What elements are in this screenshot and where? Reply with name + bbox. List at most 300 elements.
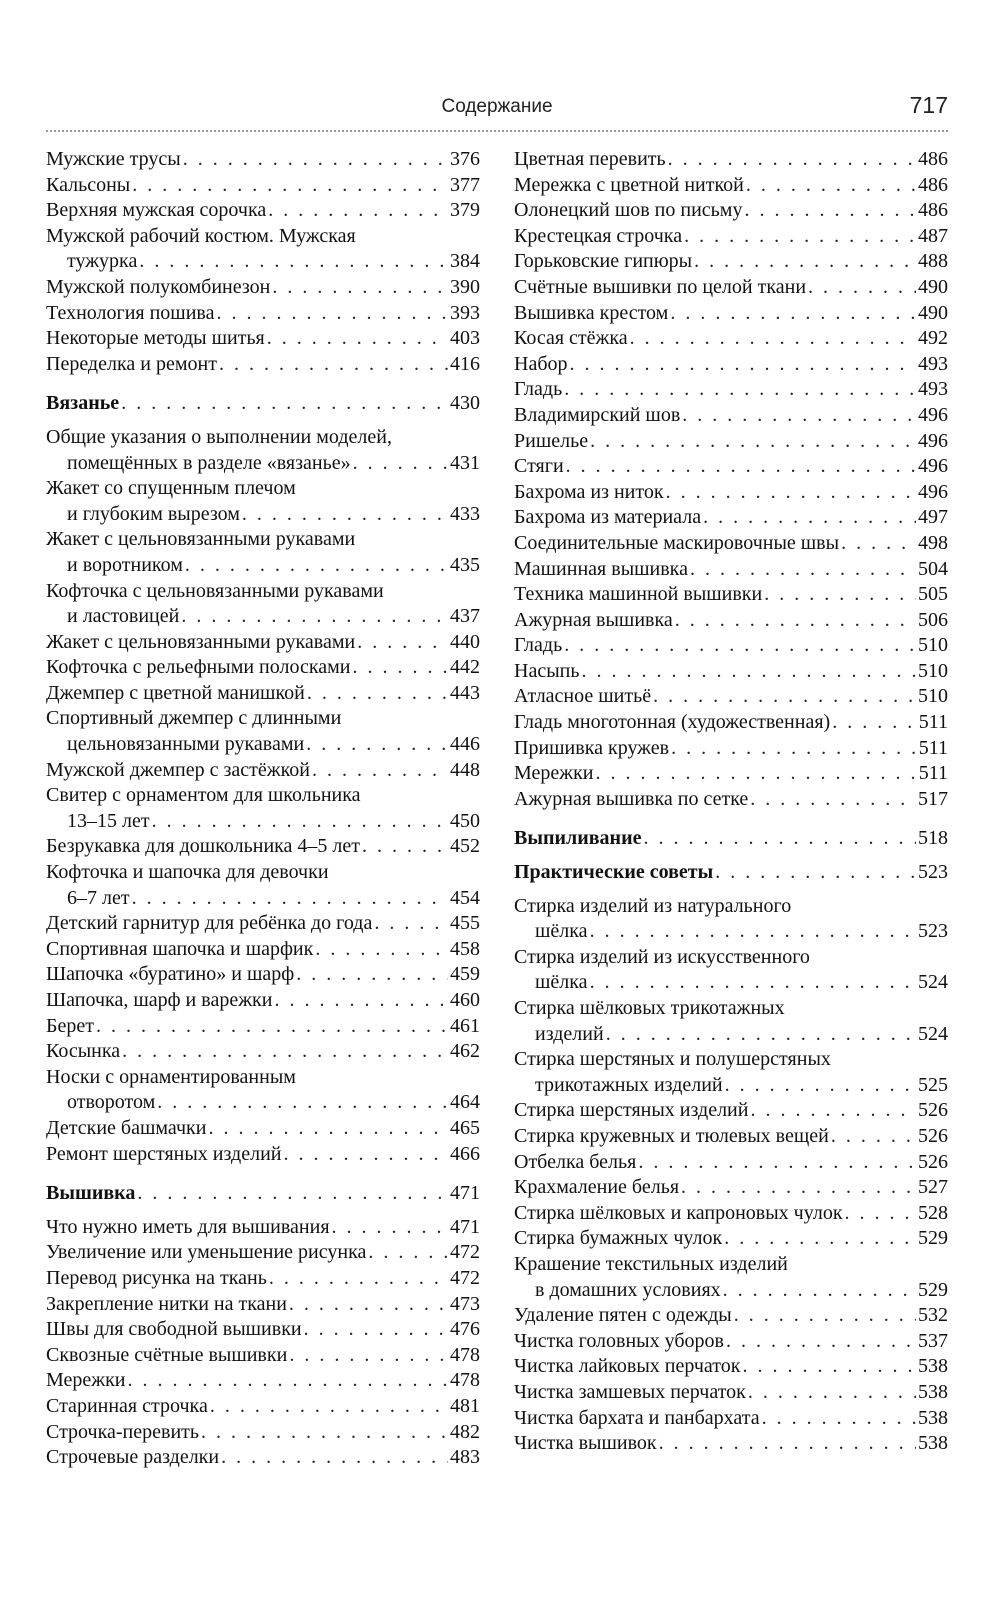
toc-page-number: 478 [450,1369,480,1392]
toc-entry-title: Берет [46,1014,94,1037]
toc-entry-line [46,476,480,502]
dot-leader [750,1098,916,1124]
toc-entry-line [46,706,480,732]
dot-leader [762,1406,916,1432]
toc-entry-title: Бахрома из ниток [514,480,664,503]
toc-entry-title: Счётные вышивки по целой ткани [514,275,807,298]
toc-page-number: 486 [918,199,948,222]
dot-leader [596,761,917,787]
toc-entry-title: Стирка шерстяных и полушерстяных [514,1048,831,1071]
toc-entry-title: Горьковские гипюры [514,250,693,273]
dot-leader [216,301,448,327]
toc-entry [514,505,948,531]
toc-page-number: 517 [918,787,948,810]
toc-page-number: 524 [918,971,948,994]
toc-entry [514,633,948,659]
toc-page-number: 481 [450,1394,480,1417]
toc-page-number: 431 [450,451,480,474]
toc-entry-title: Швы для свободной вышивки [46,1318,302,1341]
toc-page-number: 490 [918,301,948,324]
dot-leader [268,198,448,224]
toc-entry [46,1116,480,1142]
toc-entry-title: Пришивка кружев [514,736,670,759]
toc-entry-line [46,425,480,451]
toc-entry-title: Атласное шитьё [514,685,652,708]
toc-entry-line [46,1090,480,1116]
toc-entry [514,480,948,506]
dot-leader [744,198,916,224]
toc-entry-line [46,352,480,378]
toc-entry [514,1406,948,1432]
toc-section-heading [46,1181,480,1207]
dot-leader [152,809,448,835]
toc-entry-line [514,1431,948,1457]
toc-entry-line [46,326,480,352]
toc-entry-line [46,1215,480,1241]
toc-page-number: 483 [450,1446,480,1469]
toc-entry-line [514,1226,948,1252]
toc-entry-title: Косая стёжка [514,327,628,350]
toc-entry [46,1065,480,1116]
toc-entry-title: Практические советы [514,861,714,884]
toc-page-number: 527 [918,1176,948,1199]
toc-entry [514,1124,948,1150]
toc-page-number: 523 [918,920,948,943]
toc-entry-line [514,531,948,557]
toc-entry [46,476,480,527]
toc-entry-title: Кофточка и шапочка для девочки [46,861,329,884]
dot-leader [221,1445,448,1471]
toc-entry-line [514,352,948,378]
toc-page-number: 487 [918,224,948,247]
toc-page-number: 476 [450,1318,480,1341]
dot-leader [606,1022,916,1048]
toc-page-number: 504 [918,557,948,580]
toc-entry [514,1303,948,1329]
dot-leader [284,1142,449,1168]
toc-entry [514,996,948,1047]
toc-entry-line [46,809,480,835]
toc-entry-title: Мужской джемпер с застёжкой [46,758,310,781]
toc-entry-title: Ажурная вышивка по сетке [514,787,749,810]
toc-entry-title: Кальсоны [46,173,131,196]
toc-entry-title: Владимирский шов [514,403,681,426]
toc-page-number: 452 [450,835,480,858]
toc-entry-title: 6–7 лет [67,886,130,909]
toc-entry [46,630,480,656]
toc-page-number: 478 [450,1343,480,1366]
toc-entry-line [46,1065,480,1091]
toc-entry [46,1445,480,1471]
toc-entry [46,1039,480,1065]
toc-entry-title: тужурка [67,250,138,273]
toc-entry [514,275,948,301]
toc-entry-title: Ремонт шерстяных изделий [46,1142,282,1165]
toc-page-number: 454 [450,886,480,909]
toc-entry-title: Стяги [514,455,564,478]
toc-page-number: 496 [918,480,948,503]
toc-page-number: 511 [918,736,948,759]
toc-entry-line [46,527,480,553]
toc-entry-title: Гладь [514,634,563,657]
toc-entry-line [46,1181,480,1207]
toc-entry-title: Вышивка крестом [514,301,669,324]
toc-entry [46,758,480,784]
toc-entry-title: Что нужно иметь для вышивания [46,1215,330,1238]
toc-entry-line [514,1098,948,1124]
toc-entry-title: Мужские трусы [46,148,181,170]
toc-entry-line [46,391,480,417]
toc-page-number: 390 [450,275,480,298]
header-divider [46,130,948,132]
dot-leader [137,1181,448,1207]
toc-entry-line [46,198,480,224]
toc-page-number: 448 [450,758,480,781]
toc-page-number: 497 [918,506,948,529]
toc-entry [514,736,948,762]
toc-entry-line [514,1354,948,1380]
toc-entry-title: Крахмаление белья [514,1176,680,1199]
toc-page-number: 529 [918,1227,948,1250]
toc-page-number: 523 [918,861,948,884]
dot-leader [312,758,448,784]
toc-page-number: 430 [450,392,480,415]
dot-leader [682,403,916,429]
toc-entry-line [514,403,948,429]
toc-entry [514,454,948,480]
toc-entry-title: Старинная строчка [46,1394,208,1417]
toc-entry [46,681,480,707]
dot-leader [590,429,916,455]
toc-entry-line [46,604,480,630]
toc-entry-line [46,1317,480,1343]
toc-page-number: 472 [450,1266,480,1289]
toc-entry-line [514,659,948,685]
toc-entry-line [46,224,480,250]
dot-leader [128,1368,448,1394]
toc-entry [514,1380,948,1406]
dot-leader [659,1431,916,1457]
dot-leader [289,1292,448,1318]
toc-page-number: 529 [918,1278,948,1301]
dot-leader [357,630,448,656]
dot-leader [808,275,916,301]
dot-leader [269,1266,448,1292]
dot-leader [242,502,448,528]
toc-entry [46,937,480,963]
dot-leader [122,1039,448,1065]
toc-entry-title: Крашение текстильных изделий [514,1252,788,1275]
dot-leader [210,1394,448,1420]
toc-entry [514,1252,948,1303]
dot-leader [564,633,916,659]
toc-page-number: 446 [450,733,480,756]
dot-leader [666,480,916,506]
toc-entry [46,224,480,275]
toc-page-number: 471 [450,1182,480,1205]
toc-entry-title: Кофточка с рельефными полосками [46,656,351,679]
dot-leader [289,1343,448,1369]
toc-page-number: 496 [918,403,948,426]
toc-entry [46,275,480,301]
toc-entry [514,301,948,327]
toc-page-number: 537 [918,1329,948,1352]
toc-page-number: 437 [450,605,480,628]
toc-entry [514,249,948,275]
toc-entry-title: Техника машинной вышивки [514,583,763,606]
dot-leader [715,860,916,886]
toc-page-number: 466 [450,1142,480,1165]
toc-entry-line [514,633,948,659]
toc-entry-line [514,860,948,886]
toc-entry [514,761,948,787]
toc-page-number: 471 [450,1215,480,1238]
toc-page-number: 486 [918,173,948,196]
toc-entry-line [514,608,948,634]
toc-entry-line [514,1124,948,1150]
toc-entry-title: Стирка кружевных и тюлевых вещей [514,1124,829,1147]
toc-entry-title: шёлка [535,971,588,994]
toc-entry-title: Ришелье [514,429,589,452]
toc-entry [46,1343,480,1369]
toc-entry-title: Машинная вышивка [514,557,688,580]
toc-entry-line [46,1142,480,1168]
toc-page-number: 524 [918,1022,948,1045]
toc-entry [514,1431,948,1457]
dot-leader [181,604,448,630]
toc-entry-title: Строчка-перевить [46,1420,200,1443]
toc-entry-line [514,224,948,250]
toc-entry-line [514,173,948,199]
toc-entry-line [514,1252,948,1278]
toc-entry [514,710,948,736]
toc-entry-title: Носки с орнаментированным [46,1065,296,1088]
toc-entry-title: Чистка головных уборов [514,1329,724,1352]
toc-entry-title: помещённых в разделе «вязанье» [67,451,351,474]
toc-entry [46,301,480,327]
toc-entry-line [514,710,948,736]
toc-page-number: 511 [918,762,948,785]
toc-entry-title: и воротником [67,553,183,576]
dot-leader [306,732,448,758]
toc-entry-title: Стирка изделий из натурального [514,894,792,917]
toc-entry [514,945,948,996]
dot-leader [690,557,916,583]
toc-entry-title: Насыпь [514,659,580,682]
toc-entry [514,894,948,945]
dot-leader [703,505,916,531]
toc-entry-title: Мужской полукомбинезон [46,275,271,298]
toc-entry [514,326,948,352]
toc-entry-line [46,502,480,528]
toc-entry-line [514,1047,948,1073]
dot-leader [748,1380,916,1406]
toc-entry [514,1354,948,1380]
dot-leader [121,391,448,417]
toc-entry-line [514,1303,948,1329]
dot-leader [139,249,448,275]
toc-entry [46,988,480,1014]
toc-entry-line [514,249,948,275]
toc-entry-title: Удаление пятен с одежды [514,1304,732,1327]
toc-page-number: 490 [918,275,948,298]
toc-entry-line [46,1116,480,1142]
toc-entry-title: Олонецкий шов по письму [514,199,743,222]
dot-leader [368,1240,448,1266]
toc-page-number: 462 [450,1040,480,1063]
toc-entry [514,403,948,429]
toc-entry [46,352,480,378]
toc-entry-line [514,505,948,531]
toc-entry-line [46,834,480,860]
toc-entry-title: Общие указания о выполнении моделей, [46,425,392,448]
dot-leader [681,1175,916,1201]
toc-page-number: 473 [450,1292,480,1315]
toc-entry-title: Отбелка белья [514,1150,637,1173]
toc-entry-title: Спортивный джемпер с длинными [46,707,342,730]
toc-entry [46,962,480,988]
toc-entry [514,1098,948,1124]
toc-entry [46,706,480,757]
toc-column-left [46,147,480,1471]
toc-entry-title: Крестецкая строчка [514,224,683,247]
toc-entry-line [514,761,948,787]
toc-entry-title: Сквозные счётные вышивки [46,1343,288,1366]
toc-entry-line [46,758,480,784]
toc-entry [46,326,480,352]
toc-entry-title: Вязанье [46,392,120,415]
toc-entry-line [46,860,480,886]
dot-leader [570,352,917,378]
toc-page-number: 403 [450,327,480,350]
toc-entry-line [514,377,948,403]
toc-page-number: 532 [918,1304,948,1327]
toc-entry-line [514,1150,948,1176]
dot-leader [590,970,916,996]
toc-page-number: 510 [918,634,948,657]
toc-entry [514,1150,948,1176]
dot-leader [374,911,448,937]
dot-leader [750,787,916,813]
toc-page-number: 510 [918,685,948,708]
dot-leader [764,582,916,608]
toc-entry-title: Вышивка [46,1182,136,1205]
toc-page-number: 518 [918,827,948,850]
toc-entry-line [46,1445,480,1471]
toc-entry-title: Джемпер с цветной манишкой [46,681,305,704]
toc-entry-title: Перевод рисунка на ткань [46,1266,267,1289]
toc-entry-line [514,429,948,455]
dot-leader [742,1354,916,1380]
dot-leader [566,454,916,480]
toc-entry-line [514,970,948,996]
toc-section-heading [514,826,948,852]
toc-entry-title: в домашних условиях [535,1278,721,1301]
toc-entry-line [514,582,948,608]
toc-entry-line [46,1266,480,1292]
toc-entry-title: Стирка бумажных чулок [514,1227,723,1250]
toc-entry-title: Спортивная шапочка и шарфик [46,937,314,960]
toc-entry-title: 13–15 лет [67,809,150,832]
toc-entry-line [514,945,948,971]
toc-entry-line [514,1201,948,1227]
toc-entry-title: Стирка шёлковых трикотажных [514,997,785,1019]
toc-entry [46,1394,480,1420]
toc-page-number: 442 [450,656,480,679]
toc-entry-line [514,996,948,1022]
toc-entry-line [46,1394,480,1420]
dot-leader [332,1215,448,1241]
toc-entry [514,531,948,557]
toc-entry-title: и ластовицей [67,605,180,628]
dot-leader [208,1116,448,1142]
toc-page-number: 450 [450,809,480,832]
toc-page-number: 465 [450,1116,480,1139]
toc-entry [46,911,480,937]
toc-entry-title: Чистка вышивок [514,1432,657,1455]
toc-section-heading [46,391,480,417]
toc-entry-line [46,886,480,912]
dot-leader [832,710,917,736]
toc-entry [46,147,480,173]
toc-entry-line [514,787,948,813]
toc-entry-title: Мужской рабочий костюм. Мужская [46,224,356,247]
toc-page-number: 455 [450,912,480,935]
toc-page-number: 505 [918,583,948,606]
toc-entry-line [46,173,480,199]
dot-leader [841,531,916,557]
toc-entry-line [46,732,480,758]
toc-entry-line [46,655,480,681]
toc-entry-title: Безрукавка для дошкольника 4–5 лет [46,835,361,858]
toc-entry-title: Ажурная вышивка [514,608,673,631]
toc-entry-line [514,198,948,224]
dot-leader [671,736,917,762]
toc-entry-title: Бахрома из материала [514,506,702,529]
dot-leader [304,1317,448,1343]
toc-entry-line [514,480,948,506]
toc-entry [46,1317,480,1343]
toc-entry [46,1142,480,1168]
toc-entry-line [46,451,480,477]
toc-entry [514,1201,948,1227]
toc-entry-line [514,147,948,173]
toc-entry-line [514,1022,948,1048]
toc-entry [46,1420,480,1446]
toc-entry-line [46,1343,480,1369]
toc-entry-line [46,579,480,605]
toc-entry-title: Строчевые разделки [46,1446,220,1469]
dot-leader [183,147,448,173]
toc-entry-line [46,681,480,707]
toc-page-number: 377 [450,173,480,196]
toc-page-number: 510 [918,659,948,682]
toc-entry-line [46,553,480,579]
toc-entry [46,425,480,476]
dot-leader [307,681,448,707]
dot-leader [725,1073,916,1099]
toc-page-number: 538 [918,1355,948,1378]
toc-page-number: 538 [918,1380,948,1403]
toc-entry [46,1240,480,1266]
toc-page-number: 443 [450,681,480,704]
toc-entry-title: отворотом [67,1091,156,1114]
toc-entry-title: Шапочка, шарф и варежки [46,989,273,1011]
toc-entry-title: Выпиливание [514,827,642,850]
toc-page-number: 384 [450,250,480,273]
dot-leader [362,834,448,860]
toc-entry-line [46,1039,480,1065]
